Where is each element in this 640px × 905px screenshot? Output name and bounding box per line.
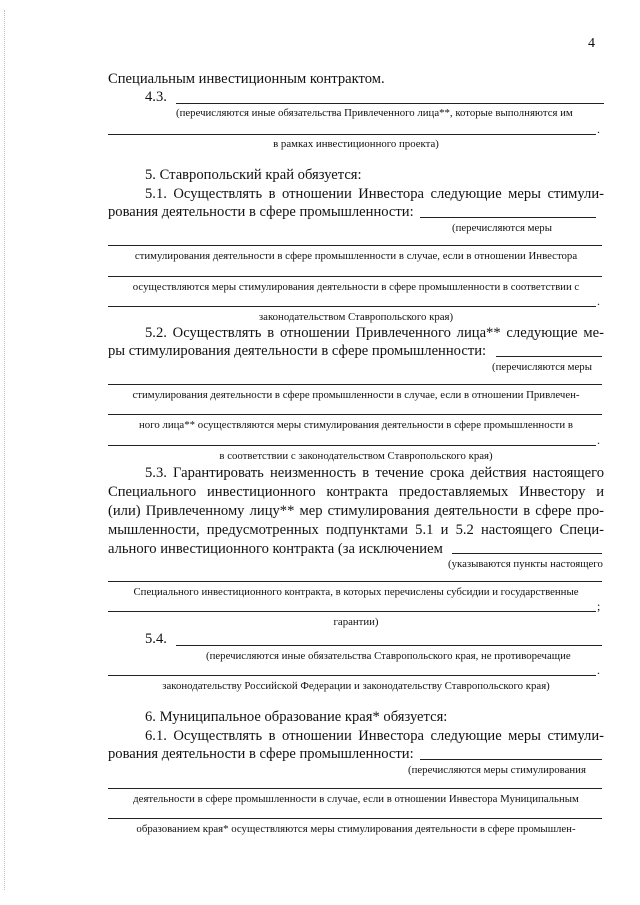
hint-text: (перечисляются иные обязательства Ставропольского края, не противоречащие <box>206 650 571 662</box>
clause-number-4-3: 4.3. <box>145 89 167 105</box>
section-heading-6: 6. Муниципальное образование края* обязуется: <box>145 709 448 725</box>
fill-line <box>108 276 602 277</box>
hint-text: (перечисляются меры <box>452 222 552 234</box>
paragraph-line: рования деятельности в сфере промышленности: <box>108 204 414 220</box>
fill-line <box>420 217 596 218</box>
fill-line <box>108 818 602 819</box>
hint-text: стимулирования деятельности в сфере промышленности в случае, если в отношении Инвестора <box>134 250 578 262</box>
fill-line <box>108 306 596 307</box>
hint-text: (перечисляются иные обязательства Привлеченного лица**, которые выполняются им <box>176 107 573 119</box>
fill-line <box>108 414 602 415</box>
hint-text: образованием края* осуществляются меры стимулирования деятельности в сфере промышлен- <box>136 823 576 835</box>
hint-text: в соответствии с законодательством Ставропольского края) <box>219 450 493 462</box>
line-end-period: . <box>597 294 600 308</box>
hint-text: Специального инвестиционного контракта, в которых перечислены субсидии и государственные <box>133 586 579 598</box>
paragraph-line: рования деятельности в сфере промышленности: <box>108 746 414 762</box>
hint-text: стимулирования деятельности в сфере промышленности в случае, если в отношении Привлечен- <box>132 389 580 401</box>
clause-number-5-4: 5.4. <box>145 631 167 647</box>
paragraph-line: 6.1. Осуществлять в отношении Инвестора следующие меры стимули- <box>145 728 604 744</box>
fill-line <box>496 356 602 357</box>
hint-text: (перечисляются меры <box>492 361 592 373</box>
fill-line <box>452 553 602 554</box>
paragraph-line: 5.3. Гарантировать неизменность в течение срока действия настоящего <box>145 465 604 481</box>
paragraph-line: мышленности, предусмотренных подпунктами 5.1 и 5.2 настоящего Специ- <box>108 522 604 538</box>
hint-text: гарантии) <box>333 616 379 628</box>
paragraph-line: Специального инвестиционного контракта предоставляемых Инвестору и <box>108 484 604 500</box>
hint-text: законодательством Ставропольского края) <box>258 311 454 323</box>
hint-text: деятельности в сфере промышленности в случае, если в отношении Инвестора Муниципальным <box>133 793 579 805</box>
fill-line <box>108 611 596 612</box>
fill-line <box>108 581 602 582</box>
fill-line <box>108 245 602 246</box>
fill-line <box>108 134 596 135</box>
paragraph-line: (или) Привлеченному лицу** мер стимулирования деятельности в сфере про- <box>108 503 604 519</box>
scan-margin-marks <box>4 10 6 890</box>
hint-text: ного лица** осуществляются меры стимулирования деятельности в сфере промышленности в <box>139 419 573 431</box>
fill-line <box>108 384 602 385</box>
hint-text: (перечисляются меры стимулирования <box>408 764 586 776</box>
paragraph-line: 5.1. Осуществлять в отношении Инвестора следующие меры стимули- <box>145 186 604 202</box>
fill-line <box>108 788 602 789</box>
paragraph-line: ального инвестиционного контракта (за исключением <box>108 541 443 557</box>
hint-text: осуществляются меры стимулирования деятельности в сфере промышленности в соответствии с <box>132 281 580 293</box>
fill-line <box>108 675 596 676</box>
paragraph-line: 5.2. Осуществлять в отношении Привлеченного лица** следующие ме- <box>145 325 604 341</box>
paragraph-line: ры стимулирования деятельности в сфере промышленности: <box>108 343 487 359</box>
page-number: 4 <box>588 36 595 51</box>
line-end-period: . <box>597 433 600 447</box>
fill-line <box>176 645 602 646</box>
section-heading-5: 5. Ставропольский край обязуется: <box>145 167 362 183</box>
line-end-semicolon: ; <box>597 599 601 613</box>
hint-text: (указываются пункты настоящего <box>448 558 603 570</box>
hint-text: в рамках инвестиционного проекта) <box>273 138 439 150</box>
paragraph-line: Специальным инвестиционным контрактом. <box>108 71 385 87</box>
fill-line <box>420 759 602 760</box>
line-end-period: . <box>597 663 600 677</box>
fill-line <box>108 445 596 446</box>
fill-line <box>176 103 604 104</box>
hint-text: законодательству Российской Федерации и законодательству Ставропольского края) <box>162 680 550 692</box>
line-end-period: . <box>597 122 600 136</box>
